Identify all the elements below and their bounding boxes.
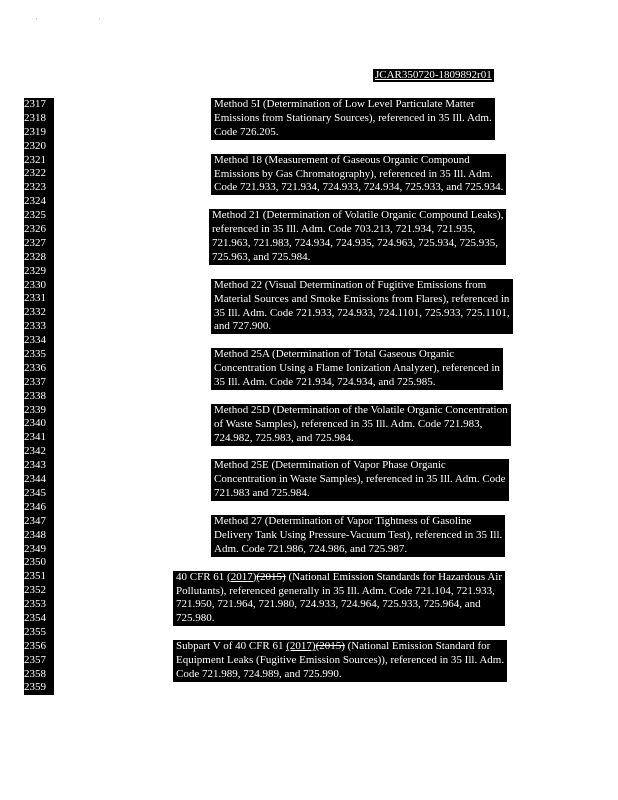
entry-line: 725.963, and 725.984. [212, 250, 311, 263]
entry-line: 721.983 and 725.984. [214, 487, 310, 500]
line-number: 2354 [24, 611, 46, 624]
entry-method-21 [209, 209, 506, 265]
line-number: 2322 [24, 167, 46, 180]
entry-line: 35 Ill. Adm. Code 721.934, 724.934, and 725.985. [214, 376, 436, 388]
line-number: 2319 [24, 125, 46, 138]
line-number: 2341 [24, 431, 46, 444]
document-id: JCAR350720-1809892r01 [375, 69, 492, 81]
line-number: 2347 [24, 514, 46, 527]
entry-first-line [176, 640, 504, 654]
line-number: 2317 [24, 98, 46, 110]
entry-line: 721.950, 721.964, 721.980, 724.933, 724.964, 725.933, 725.964, and [176, 598, 481, 611]
line-number: 2340 [24, 417, 46, 430]
line-number: 2345 [24, 486, 46, 499]
entry-line: Method 25E (Determination of Vapor Phase Organic [214, 459, 446, 472]
line-number: 2336 [24, 361, 46, 374]
entry-line: Adm. Code 721.986, 724.986, and 725.987. [214, 542, 408, 555]
line-number: 2334 [24, 334, 46, 347]
entry-method-22 [211, 279, 513, 335]
line-number: 2320 [24, 139, 46, 152]
entry-line: Concentration Using a Flame Ionization Analyzer), referenced in [214, 362, 500, 375]
corner-marks: ' ' [36, 18, 130, 24]
entry-line: 725.980. [176, 612, 215, 625]
line-number: 2344 [24, 473, 46, 486]
line-number: 2338 [24, 389, 46, 402]
line-number: 2350 [24, 556, 46, 569]
entry-line: Code 721.933, 721.934, 724.933, 724.934, 725.933, and 725.934. [214, 181, 504, 194]
entry-method-25a [211, 348, 503, 390]
entry-line: of Waste Samples), referenced in 35 Ill. Adm. Code 721.983, [214, 417, 483, 430]
entry-line: Method 25A (Determination of Total Gaseous Organic [214, 348, 455, 361]
entry-method-25e [211, 459, 509, 501]
line-number: 2332 [24, 306, 46, 319]
line-number: 2318 [24, 111, 46, 124]
line-number: 2328 [24, 250, 46, 263]
line-number: 2330 [24, 278, 46, 291]
line-number: 2324 [24, 195, 46, 208]
line-number: 2333 [24, 320, 46, 333]
line-number: 2323 [24, 181, 46, 194]
line-number: 2339 [24, 403, 46, 416]
deleted-text: (2015) [256, 570, 286, 583]
line-number: 2329 [24, 264, 46, 277]
entry-line: 35 Ill. Adm. Code 721.933, 724.933, 724.1101, 725.933, 725.1101, [214, 306, 510, 319]
entry-line: 721.963, 721.983, 724.934, 724.935, 724.963, 725.934, 725.935, [212, 237, 498, 249]
line-number: 2352 [24, 584, 46, 597]
entry-method-27 [211, 515, 505, 557]
line-number: 2331 [24, 292, 46, 305]
entry-line: Material Sources and Smoke Emissions from Flares), referenced in [214, 292, 510, 305]
entry-line: Method 5I (Determination of Low Level Particulate Matter [214, 98, 475, 110]
line-suffix: (National Emission Standards for Hazardous Air [285, 570, 502, 583]
entry-line: Pollutants), referenced generally in 35 Ill. Adm. Code 721.104, 721.933, [176, 584, 495, 597]
line-number: 2357 [24, 653, 46, 666]
line-suffix: (National Emission Standard for [344, 640, 491, 653]
line-number: 2327 [24, 236, 46, 249]
entry-line: Method 18 (Measurement of Gaseous Organic Compound [214, 153, 470, 166]
entry-line: Method 25D (Determination of the Volatile Organic Concentration [214, 403, 508, 416]
line-number: 2359 [24, 681, 46, 694]
line-number: 2337 [24, 375, 46, 388]
entry-line: Method 27 (Determination of Vapor Tightness of Gasoline [214, 515, 472, 527]
entry-40-cfr-61 [173, 571, 505, 627]
inserted-text: (2017) [227, 570, 257, 583]
line-prefix: 40 CFR 61 [176, 570, 228, 583]
line-number: 2358 [24, 667, 46, 680]
entry-line: Delivery Tank Using Pressure-Vacuum Test), referenced in 35 Ill. [214, 528, 503, 541]
line-number-column [24, 98, 54, 695]
entry-line: Equipment Leaks (Fugitive Emission Sources)), referenced in 35 Ill. Adm. [176, 654, 505, 666]
line-number: 2325 [24, 209, 46, 222]
entry-line: Emissions by Gas Chromatography), referenced in 35 Ill. Adm. [214, 167, 493, 180]
entry-line: Emissions from Stationary Sources), referenced in 35 Ill. Adm. [214, 111, 492, 124]
inserted-text: (2017) [286, 640, 316, 653]
line-number: 2342 [24, 445, 46, 458]
line-number: 2321 [24, 153, 46, 166]
line-number: 2326 [24, 223, 46, 236]
line-number: 2356 [24, 639, 46, 652]
line-number: 2351 [24, 570, 46, 583]
entry-method-5i [211, 98, 495, 140]
entry-line: and 727.900. [214, 320, 272, 333]
line-number: 2353 [24, 598, 46, 611]
entry-first-line [176, 571, 502, 585]
line-number: 2349 [24, 542, 46, 555]
entry-line: Code 726.205. [214, 125, 279, 138]
entry-method-25d [211, 404, 511, 446]
line-number: 2346 [24, 500, 46, 513]
line-number: 2335 [24, 348, 46, 361]
line-number: 2343 [24, 459, 46, 472]
line-prefix: Subpart V of 40 CFR 61 [176, 640, 287, 653]
entry-line: Method 22 (Visual Determination of Fugitive Emissions from [214, 278, 487, 291]
entry-subpart-v-40-cfr-61 [173, 640, 507, 682]
line-number: 2355 [24, 625, 46, 638]
entry-line: Code 721.989, 724.989, and 725.990. [176, 667, 342, 680]
entry-line: referenced in 35 Ill. Adm. Code 703.213, 721.934, 721.935, [212, 223, 476, 236]
entry-line: 724.982, 725.983, and 725.984. [214, 431, 354, 444]
line-number: 2348 [24, 528, 46, 541]
entry-method-18 [211, 154, 506, 196]
deleted-text: (2015) [315, 640, 345, 653]
entry-line: Method 21 (Determination of Volatile Organic Compound Leaks), [212, 209, 504, 222]
entry-line: Concentration in Waste Samples), referenced in 35 Ill. Adm. Code [214, 473, 506, 486]
